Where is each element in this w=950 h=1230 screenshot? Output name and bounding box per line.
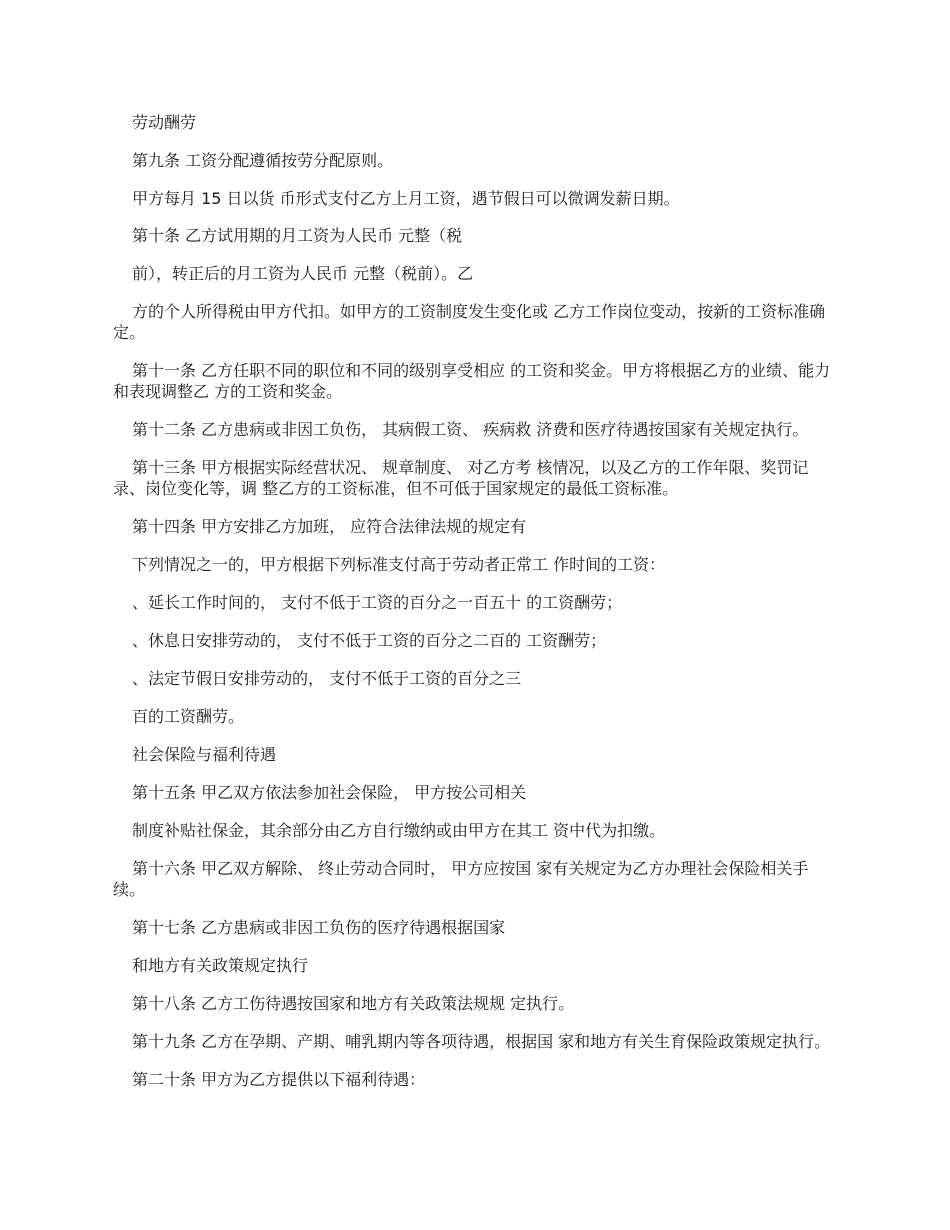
article-10-part3: 方的个人所得税由甲方代扣。如甲方的工资制度发生变化或 乙方工作岗位变动，按新的工资标准确定。 (113, 302, 826, 342)
section-heading-labor-remuneration: 劳动酬劳 (132, 113, 197, 132)
section-heading-social-insurance: 社会保险与福利待遇 (132, 745, 277, 764)
overtime-item-1: 、延长工作时间的， 支付不低于工资的百分之一百五十 的工资酬劳； (132, 593, 623, 612)
overtime-item-3-cont: 百的工资酬劳。 (132, 707, 245, 726)
article-15-part1: 第十五条 甲乙双方依法参加社会保险， 甲方按公司相关 (132, 783, 527, 802)
article-9: 第九条 工资分配遵循按劳分配原则。 (132, 151, 394, 170)
article-14-part2: 下列情况之一的，甲方根据下列标准支付高于劳动者正常工 作时间的工资： (132, 555, 666, 574)
article-12: 第十二条 乙方患病或非因工负伤， 其病假工资、 疾病救 济费和医疗待遇按国家有关规定执行。 (132, 420, 809, 439)
article-10-part2: 前），转正后的月工资为人民币 元整（税前）。乙 (132, 264, 474, 283)
overtime-item-2: 、休息日安排劳动的， 支付不低于工资的百分之二百的 工资酬劳； (132, 631, 607, 650)
article-13: 第十三条 甲方根据实际经营状况、 规章制度、 对乙方考 核情况，以及乙方的工作年限、奖罚记录、岗位变化等，调 整乙方的工资标准，但不可低于国家规定的最低工资标准。 (113, 458, 809, 498)
article-18: 第十八条 乙方工伤待遇按国家和地方有关政策法规规 定执行。 (132, 994, 575, 1013)
overtime-item-3: 、法定节假日安排劳动的， 支付不低于工资的百分之三 (132, 669, 522, 688)
article-15-part2: 制度补贴社保金，其余部分由乙方自行缴纳或由甲方在其工 资中代为扣缴。 (132, 821, 666, 840)
article-10-part1: 第十条 乙方试用期的月工资为人民币 元整（税 (132, 226, 463, 245)
article-19: 第十九条 乙方在孕期、产期、哺乳期内等各项待遇，根据国 家和地方有关生育保险政策规定执行。 (132, 1032, 831, 1051)
article-20: 第二十条 甲方为乙方提供以下福利待遇： (132, 1070, 426, 1089)
article-16: 第十六条 甲乙双方解除、 终止劳动合同时， 甲方应按国 家有关规定为乙方办理社会保险相关手续。 (113, 859, 809, 899)
article-11: 第十一条 乙方任职不同的职位和不同的级别享受相应 的工资和奖金。甲方将根据乙方的业绩、能力和表现调整乙 方的工资和奖金。 (113, 361, 831, 401)
article-17-part2: 和地方有关政策规定执行 (132, 956, 309, 975)
article-17-part1: 第十七条 乙方患病或非因工负伤的医疗待遇根据国家 (132, 918, 506, 937)
article-14-part1: 第十四条 甲方安排乙方加班， 应符合法律法规的规定有 (132, 517, 527, 536)
article-9-payment: 甲方每月 15 日以货 币形式支付乙方上月工资，遇节假日可以微调发薪日期。 (132, 189, 680, 208)
